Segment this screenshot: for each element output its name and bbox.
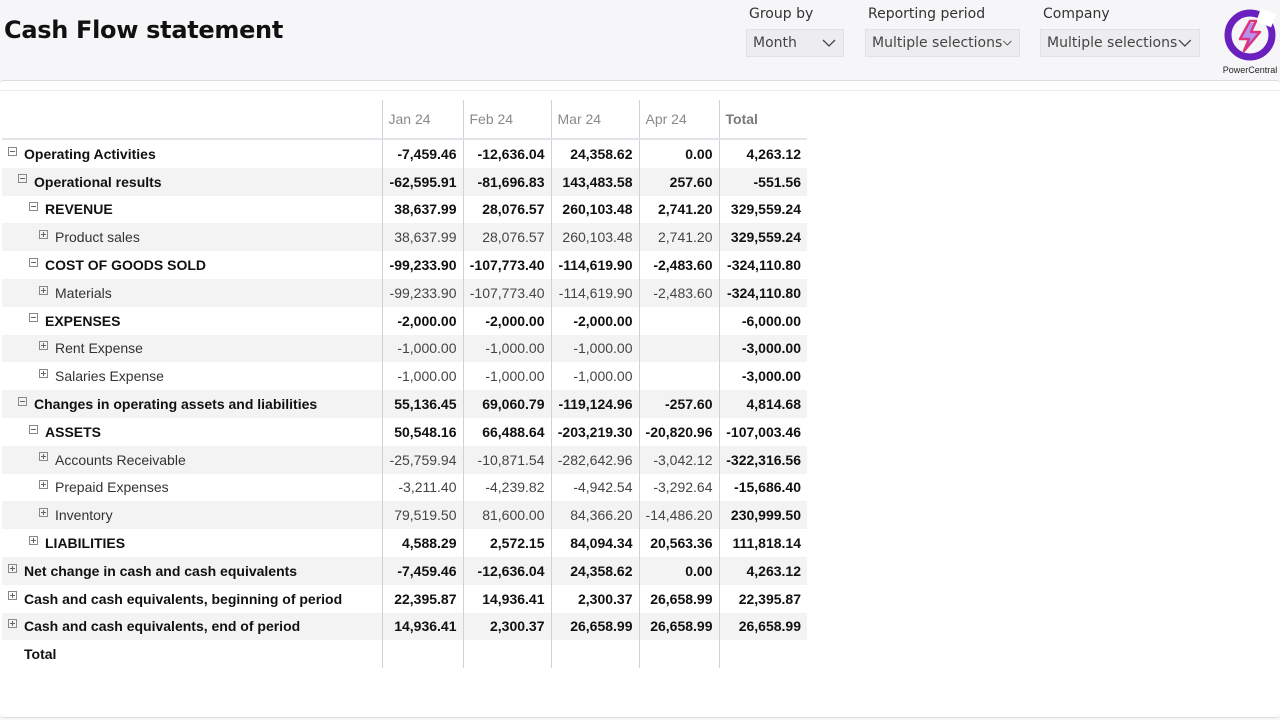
total-cell: -551.56 [719,168,807,196]
row-header [2,279,382,307]
row-header [2,613,382,641]
filter-label: Group by [749,6,814,22]
value-cell: 66,488.64 [463,418,551,446]
expand-icon[interactable] [39,230,48,239]
chevron-down-icon [1177,35,1193,51]
value-cell: 84,366.20 [551,501,639,529]
row-label: REVENUE [45,201,113,218]
value-cell: 28,076.57 [463,223,551,251]
table-row [2,501,807,529]
table-row [2,139,807,168]
table-row [2,390,807,418]
filter-company [1040,6,1110,22]
total-cell: -3,000.00 [719,335,807,363]
value-cell: -203,219.30 [551,418,639,446]
value-cell: -119,124.96 [551,390,639,418]
row-label: Prepaid Expenses [55,479,169,496]
value-cell: -12,636.04 [463,139,551,168]
value-cell: -1,000.00 [551,335,639,363]
table-row [2,223,807,251]
value-cell: -2,000.00 [551,307,639,335]
row-label: EXPENSES [45,312,121,329]
value-cell: -1,000.00 [463,362,551,390]
logo-text: PowerCentral [1222,65,1278,75]
column-header-total[interactable]: Total [719,100,807,139]
value-cell [639,307,719,335]
row-header [2,223,382,251]
table-row [2,307,807,335]
value-cell: 24,358.62 [551,139,639,168]
dropdown-value: Multiple selections [872,35,1003,51]
expand-icon[interactable] [39,369,48,378]
value-cell: -7,459.46 [382,139,463,168]
matrix-panel [0,80,1280,718]
table-row [2,640,807,668]
row-label: COST OF GOODS SOLD [45,257,207,274]
filter-reporting-period [865,6,985,22]
value-cell: -20,820.96 [639,418,719,446]
row-header [2,640,382,668]
value-cell: 26,658.99 [639,585,719,613]
group-by-dropdown[interactable] [746,29,844,57]
table-row [2,446,807,474]
value-cell: -10,871.54 [463,446,551,474]
expand-icon[interactable] [39,480,48,489]
value-cell [639,362,719,390]
value-cell [639,640,719,668]
row-header [2,335,382,363]
value-cell: 20,563.36 [639,529,719,557]
value-cell: 0.00 [639,557,719,585]
value-cell: -99,233.90 [382,251,463,279]
collapse-icon[interactable] [18,174,27,183]
total-cell [719,640,807,668]
value-cell: -14,486.20 [639,501,719,529]
value-cell: 14,936.41 [463,585,551,613]
total-cell: 22,395.87 [719,585,807,613]
row-header-corner [2,100,382,139]
collapse-icon[interactable] [29,258,38,267]
expand-icon[interactable] [29,536,38,545]
collapse-icon[interactable] [8,147,17,156]
row-label: Cash and cash equivalents, end of period [24,618,301,635]
total-cell: -6,000.00 [719,307,807,335]
value-cell: -3,292.64 [639,474,719,502]
table-row [2,335,807,363]
expand-icon[interactable] [39,341,48,350]
value-cell: 22,395.87 [382,585,463,613]
table-row [2,279,807,307]
table-row [2,557,807,585]
value-cell: -282,642.96 [551,446,639,474]
filter-label: Company [1043,6,1110,22]
value-cell: -114,619.90 [551,251,639,279]
row-header [2,251,382,279]
value-cell: 4,588.29 [382,529,463,557]
matrix-header-row [2,100,807,139]
value-cell: 2,572.15 [463,529,551,557]
table-row [2,362,807,390]
lightning-logo-icon [1222,8,1278,64]
column-header[interactable]: Feb 24 [463,100,551,139]
expand-icon[interactable] [8,564,17,573]
value-cell: 26,658.99 [551,613,639,641]
row-label: Total [24,646,57,663]
table-row [2,585,807,613]
expand-icon[interactable] [8,619,17,628]
total-cell: -322,316.56 [719,446,807,474]
value-cell: 69,060.79 [463,390,551,418]
total-cell: 4,263.12 [719,139,807,168]
row-header [2,168,382,196]
total-cell: 4,814.68 [719,390,807,418]
column-header[interactable]: Jan 24 [382,100,463,139]
dropdown-value: Multiple selections [1047,35,1178,51]
row-label: Salaries Expense [55,368,164,385]
row-header [2,501,382,529]
expand-icon[interactable] [8,591,17,600]
value-cell: -99,233.90 [382,279,463,307]
table-row [2,474,807,502]
cash-flow-matrix [2,100,807,668]
table-row [2,251,807,279]
total-cell: -324,110.80 [719,279,807,307]
column-header[interactable]: Apr 24 [639,100,719,139]
total-cell: 329,559.24 [719,196,807,224]
value-cell: 81,600.00 [463,501,551,529]
company-dropdown[interactable] [1040,29,1200,57]
value-cell: 26,658.99 [639,613,719,641]
value-cell [639,335,719,363]
value-cell: 50,548.16 [382,418,463,446]
filter-group-by [746,6,813,22]
column-header[interactable]: Mar 24 [551,100,639,139]
total-cell: 26,658.99 [719,613,807,641]
total-cell: 230,999.50 [719,501,807,529]
table-row [2,529,807,557]
collapse-icon[interactable] [29,425,38,434]
page-title: Cash Flow statement [4,16,284,44]
row-header [2,390,382,418]
value-cell: -4,942.54 [551,474,639,502]
total-cell: 329,559.24 [719,223,807,251]
table-row [2,613,807,641]
row-label: Net change in cash and cash equivalents [24,562,298,579]
row-label: Accounts Receivable [55,451,186,468]
value-cell: -1,000.00 [551,362,639,390]
value-cell: -2,000.00 [382,307,463,335]
total-cell: -3,000.00 [719,362,807,390]
row-label: LIABILITIES [45,535,126,552]
expand-icon[interactable] [39,508,48,517]
value-cell: 14,936.41 [382,613,463,641]
row-header [2,418,382,446]
value-cell: -3,042.12 [639,446,719,474]
expand-icon[interactable] [39,452,48,461]
row-header [2,446,382,474]
value-cell: -25,759.94 [382,446,463,474]
row-label: Operating Activities [24,145,156,162]
row-header [2,585,382,613]
value-cell: -2,483.60 [639,279,719,307]
value-cell: 38,637.99 [382,223,463,251]
row-label: Product sales [55,229,140,246]
value-cell: 260,103.48 [551,223,639,251]
value-cell: -7,459.46 [382,557,463,585]
value-cell: -81,696.83 [463,168,551,196]
value-cell: -107,773.40 [463,251,551,279]
row-header [2,557,382,585]
powercentral-logo [1222,8,1278,76]
value-cell: -1,000.00 [463,335,551,363]
row-header [2,474,382,502]
dropdown-value: Month [753,35,797,51]
collapse-icon[interactable] [29,202,38,211]
value-cell: -3,211.40 [382,474,463,502]
value-cell: -4,239.82 [463,474,551,502]
row-header [2,139,382,168]
value-cell: 38,637.99 [382,196,463,224]
total-cell: 4,263.12 [719,557,807,585]
table-row [2,418,807,446]
value-cell: -62,595.91 [382,168,463,196]
value-cell: 2,741.20 [639,196,719,224]
chevron-down-icon [1002,35,1013,51]
expand-icon[interactable] [39,286,48,295]
row-label: Inventory [55,507,113,524]
row-label: Materials [55,284,112,301]
value-cell: -2,000.00 [463,307,551,335]
row-label: Rent Expense [55,340,143,357]
value-cell: 257.60 [639,168,719,196]
filter-label: Reporting period [868,6,986,22]
value-cell: 2,300.37 [463,613,551,641]
collapse-icon[interactable] [29,313,38,322]
value-cell: 143,483.58 [551,168,639,196]
total-cell: -324,110.80 [719,251,807,279]
value-cell: 28,076.57 [463,196,551,224]
value-cell [382,640,463,668]
value-cell: 2,300.37 [551,585,639,613]
value-cell [463,640,551,668]
value-cell: -2,483.60 [639,251,719,279]
value-cell: -1,000.00 [382,335,463,363]
row-label: Operational results [34,173,162,190]
value-cell: 84,094.34 [551,529,639,557]
table-row [2,196,807,224]
table-row [2,168,807,196]
total-cell: -107,003.46 [719,418,807,446]
chevron-down-icon [821,35,837,51]
value-cell: -1,000.00 [382,362,463,390]
value-cell: 2,741.20 [639,223,719,251]
row-label: Changes in operating assets and liabilities [34,396,318,413]
row-header [2,307,382,335]
row-header [2,529,382,557]
panel-divider [0,90,1280,91]
value-cell: 55,136.45 [382,390,463,418]
value-cell: -114,619.90 [551,279,639,307]
value-cell: -257.60 [639,390,719,418]
value-cell: -12,636.04 [463,557,551,585]
total-cell: 111,818.14 [719,529,807,557]
value-cell: 79,519.50 [382,501,463,529]
row-header [2,362,382,390]
value-cell: -107,773.40 [463,279,551,307]
value-cell: 0.00 [639,139,719,168]
row-label: ASSETS [45,423,102,440]
value-cell [551,640,639,668]
collapse-icon[interactable] [18,397,27,406]
row-label: Cash and cash equivalents, beginning of period [24,590,343,607]
row-header [2,196,382,224]
value-cell: 24,358.62 [551,557,639,585]
value-cell: 260,103.48 [551,196,639,224]
total-cell: -15,686.40 [719,474,807,502]
reporting-period-dropdown[interactable] [865,29,1020,57]
